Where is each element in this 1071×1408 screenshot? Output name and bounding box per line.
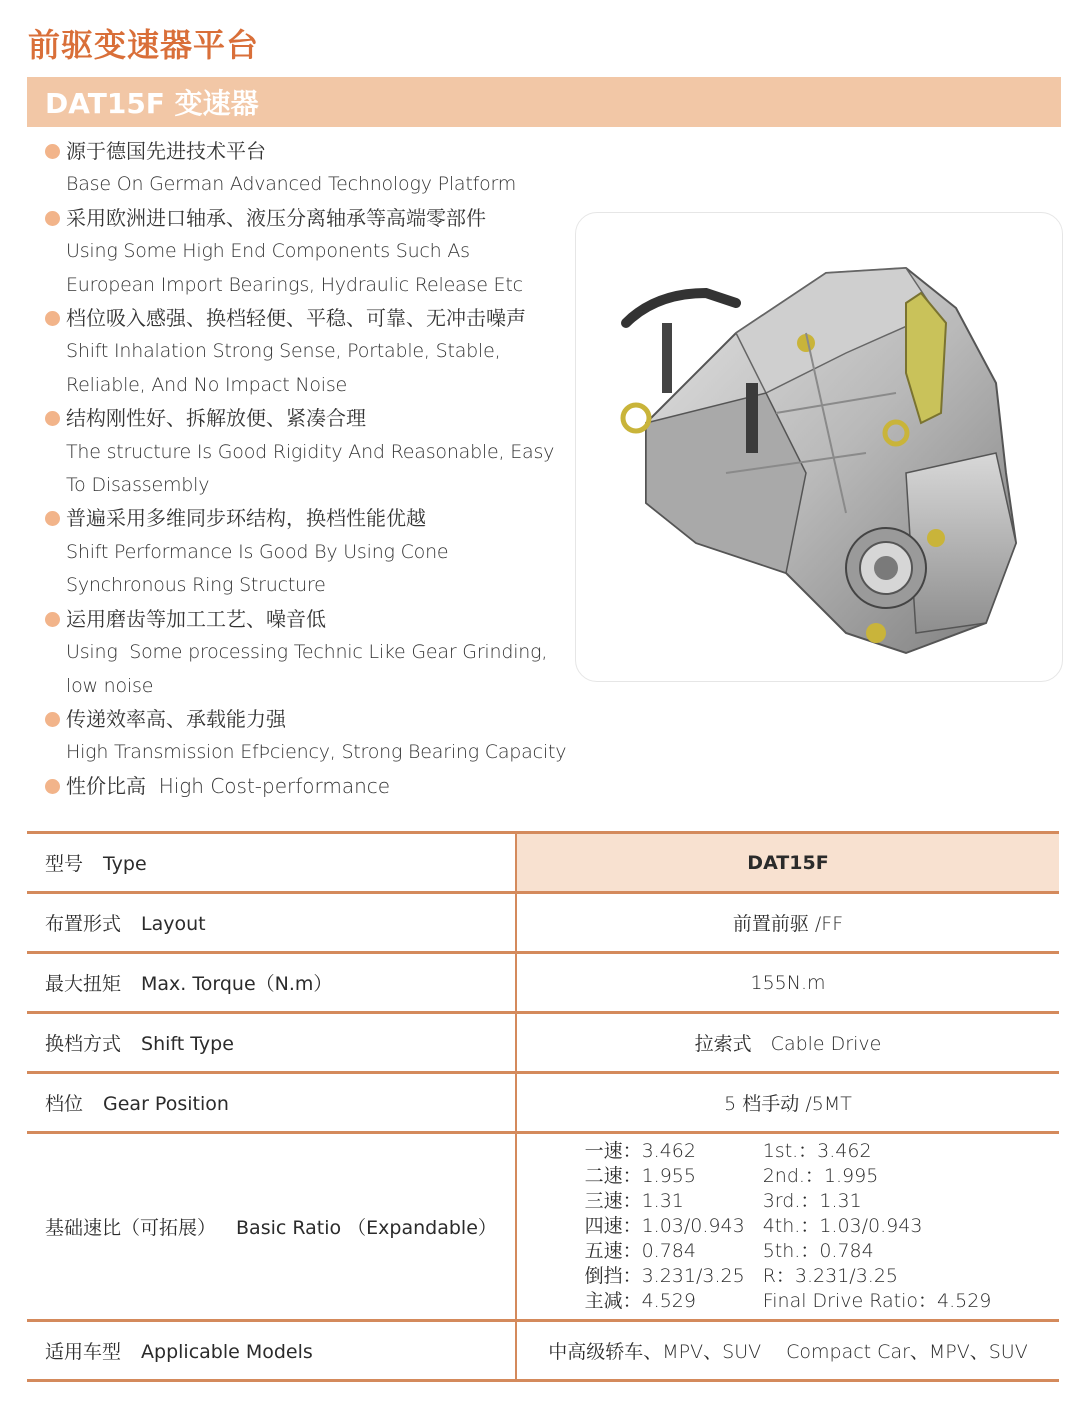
table-row [27,893,1059,953]
bullet-icon [45,612,60,627]
feature-item [44,202,574,302]
row-value: DAT15F [516,833,1059,893]
section-title: DAT15F 变速器 [45,87,259,120]
table-row [27,1321,1059,1381]
ratio-col-en: 1st.：3.462 2nd.：1.995 3rd.：1.31 4th.：1.03/0.943 5th.：0.784 R：3.231/3.25 Final Drive Ratio：4.529 [762,1140,992,1312]
bullet-icon [45,311,60,326]
ratio-list [517,1139,1059,1314]
row-label: 换档方式 Shift Type [27,1013,516,1073]
feature-en: Base On German Advanced Technology Platform [66,173,517,196]
feature-zh: 结构刚性好、拆解放便、紧凑合理 [66,406,366,431]
feature-en: The structure Is Good Rigidity And Reasonable, Easy To Disassembly [66,440,555,497]
feature-en: High Transmission EfÞciency, Strong Bearing Capacity [66,741,567,764]
feature-item [44,402,574,502]
table-row [27,1013,1059,1073]
feature-list [44,135,574,803]
feature-zh: 档位吸入感强、换档轻便、平稳、可靠、无冲击噪声 [66,306,526,331]
feature-zh: 运用磨齿等加工工艺、噪音低 [66,606,326,631]
feature-en: Shift Inhalation Strong Sense, Portable, Stable, Reliable, And No Impact Noise [66,340,501,396]
row-label: 布置形式 Layout [27,893,516,953]
feature-zh: 传递效率高、承载能力强 [66,706,286,731]
row-value: 5 档手动 /5MT [516,1073,1059,1133]
transmission-image [576,213,1062,681]
feature-zh: 普遍采用多维同步环结构，换档性能优越 [66,506,426,531]
bullet-icon [45,779,60,794]
table-row [27,833,1059,893]
row-label: 最大扭矩 Max. Torque（N.m） [27,953,516,1013]
bullet-icon [45,511,60,526]
feature-en: Using Some processing Technic Like Gear Grinding, low noise [66,641,548,697]
row-value: 155N.m [516,953,1059,1013]
table-row [27,1073,1059,1133]
feature-en: Shift Performance Is Good By Using Cone Synchronous Ring Structure [66,540,449,597]
row-value [516,1133,1059,1321]
feature-item [44,302,574,402]
feature-en: Using Some High End Components Such As European Import Bearings, Hydraulic Release Etc [66,240,523,296]
bullet-icon [45,144,60,159]
feature-zh: 采用欧洲进口轴承、液压分离轴承等高端零部件 [66,205,486,230]
table-row [27,953,1059,1013]
table-row [27,1133,1059,1321]
bullet-icon [45,411,60,426]
bullet-icon [45,712,60,727]
feature-item [44,770,574,803]
section-header-bar [27,77,1061,127]
feature-item [44,135,574,202]
row-label: 适用车型 Applicable Models [27,1321,516,1381]
feature-item [44,603,574,703]
row-value: 前置前驱 /FF [516,893,1059,953]
spec-table [27,831,1059,1382]
bullet-icon [45,211,60,226]
feature-zh: 性价比高 High Cost-performance [66,773,391,798]
ratio-col-zh: 一速：3.462 二速：1.955 三速：1.31 四速：1.03/0.943 五速：0.784 倒挡：3.231/3.25 主减：4.529 [584,1140,745,1312]
product-image [575,212,1063,682]
row-label: 型号 Type [27,833,516,893]
feature-item [44,703,574,770]
row-label: 档位 Gear Position [27,1073,516,1133]
row-value: 中高级轿车、MPV、SUV Compact Car、MPV、SUV [516,1321,1059,1381]
row-value: 拉索式 Cable Drive [516,1013,1059,1073]
row-label: 基础速比（可拓展） Basic Ratio （Expandable） [27,1133,516,1321]
feature-item [44,502,574,602]
feature-zh: 源于德国先进技术平台 [66,139,266,163]
page-title: 前驱变速器平台 [28,26,260,64]
